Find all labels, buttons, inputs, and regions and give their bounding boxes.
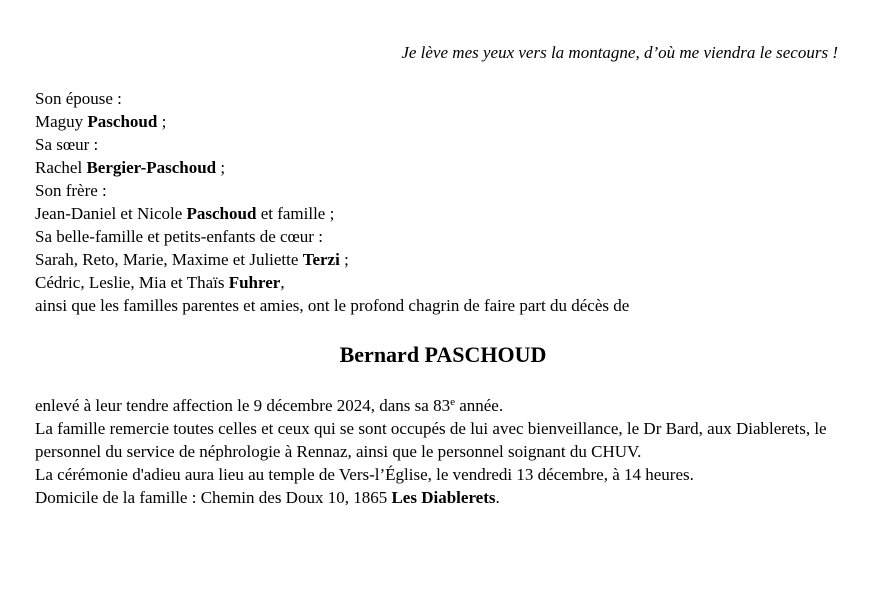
inlaws-label: Sa belle-famille et petits-enfants de cœur :: [35, 227, 323, 246]
death-date-line: enlevé à leur tendre affection le 9 décembre 2024, dans sa 83e année.: [35, 396, 504, 415]
brother-name: Jean-Daniel et Nicole Paschoud et famille ;: [35, 204, 335, 223]
family-list: [35, 87, 855, 317]
notice-body: [35, 394, 840, 509]
inlaws-terzi: Sarah, Reto, Marie, Maxime et Juliette Terzi ;: [35, 250, 349, 269]
epigraph-quote: Je lève mes yeux vers la montagne, d’où me viendra le secours !: [401, 43, 838, 62]
sister-name: Rachel Bergier-Paschoud ;: [35, 158, 226, 177]
spouse-label: Son épouse :: [35, 89, 122, 108]
sister-label: Sa sœur :: [35, 135, 99, 154]
brother-label: Son frère :: [35, 181, 107, 200]
domicile-line: Domicile de la famille : Chemin des Doux 10, 1865 Les Diablerets.: [35, 488, 500, 507]
ceremony-line: La cérémonie d'adieu aura lieu au temple de Vers-l’Église, le vendredi 13 décembre, à 14 heures.: [35, 465, 694, 484]
closing-sentence: ainsi que les familles parentes et amies, ont le profond chagrin de faire part du décès de: [35, 296, 630, 315]
deceased-name: Bernard PASCHOUD: [339, 342, 547, 367]
thanks-paragraph: La famille remercie toutes celles et ceux qui se sont occupés de lui avec bienveillance, le Dr Bard, aux Diablerets, le personnel du service de néphrologie à Rennaz, ainsi que le personnel soignant du CHUV.: [35, 419, 827, 461]
spouse-name: Maguy Paschoud ;: [35, 112, 167, 131]
inlaws-fuhrer: Cédric, Leslie, Mia et Thaïs Fuhrer,: [35, 273, 285, 292]
